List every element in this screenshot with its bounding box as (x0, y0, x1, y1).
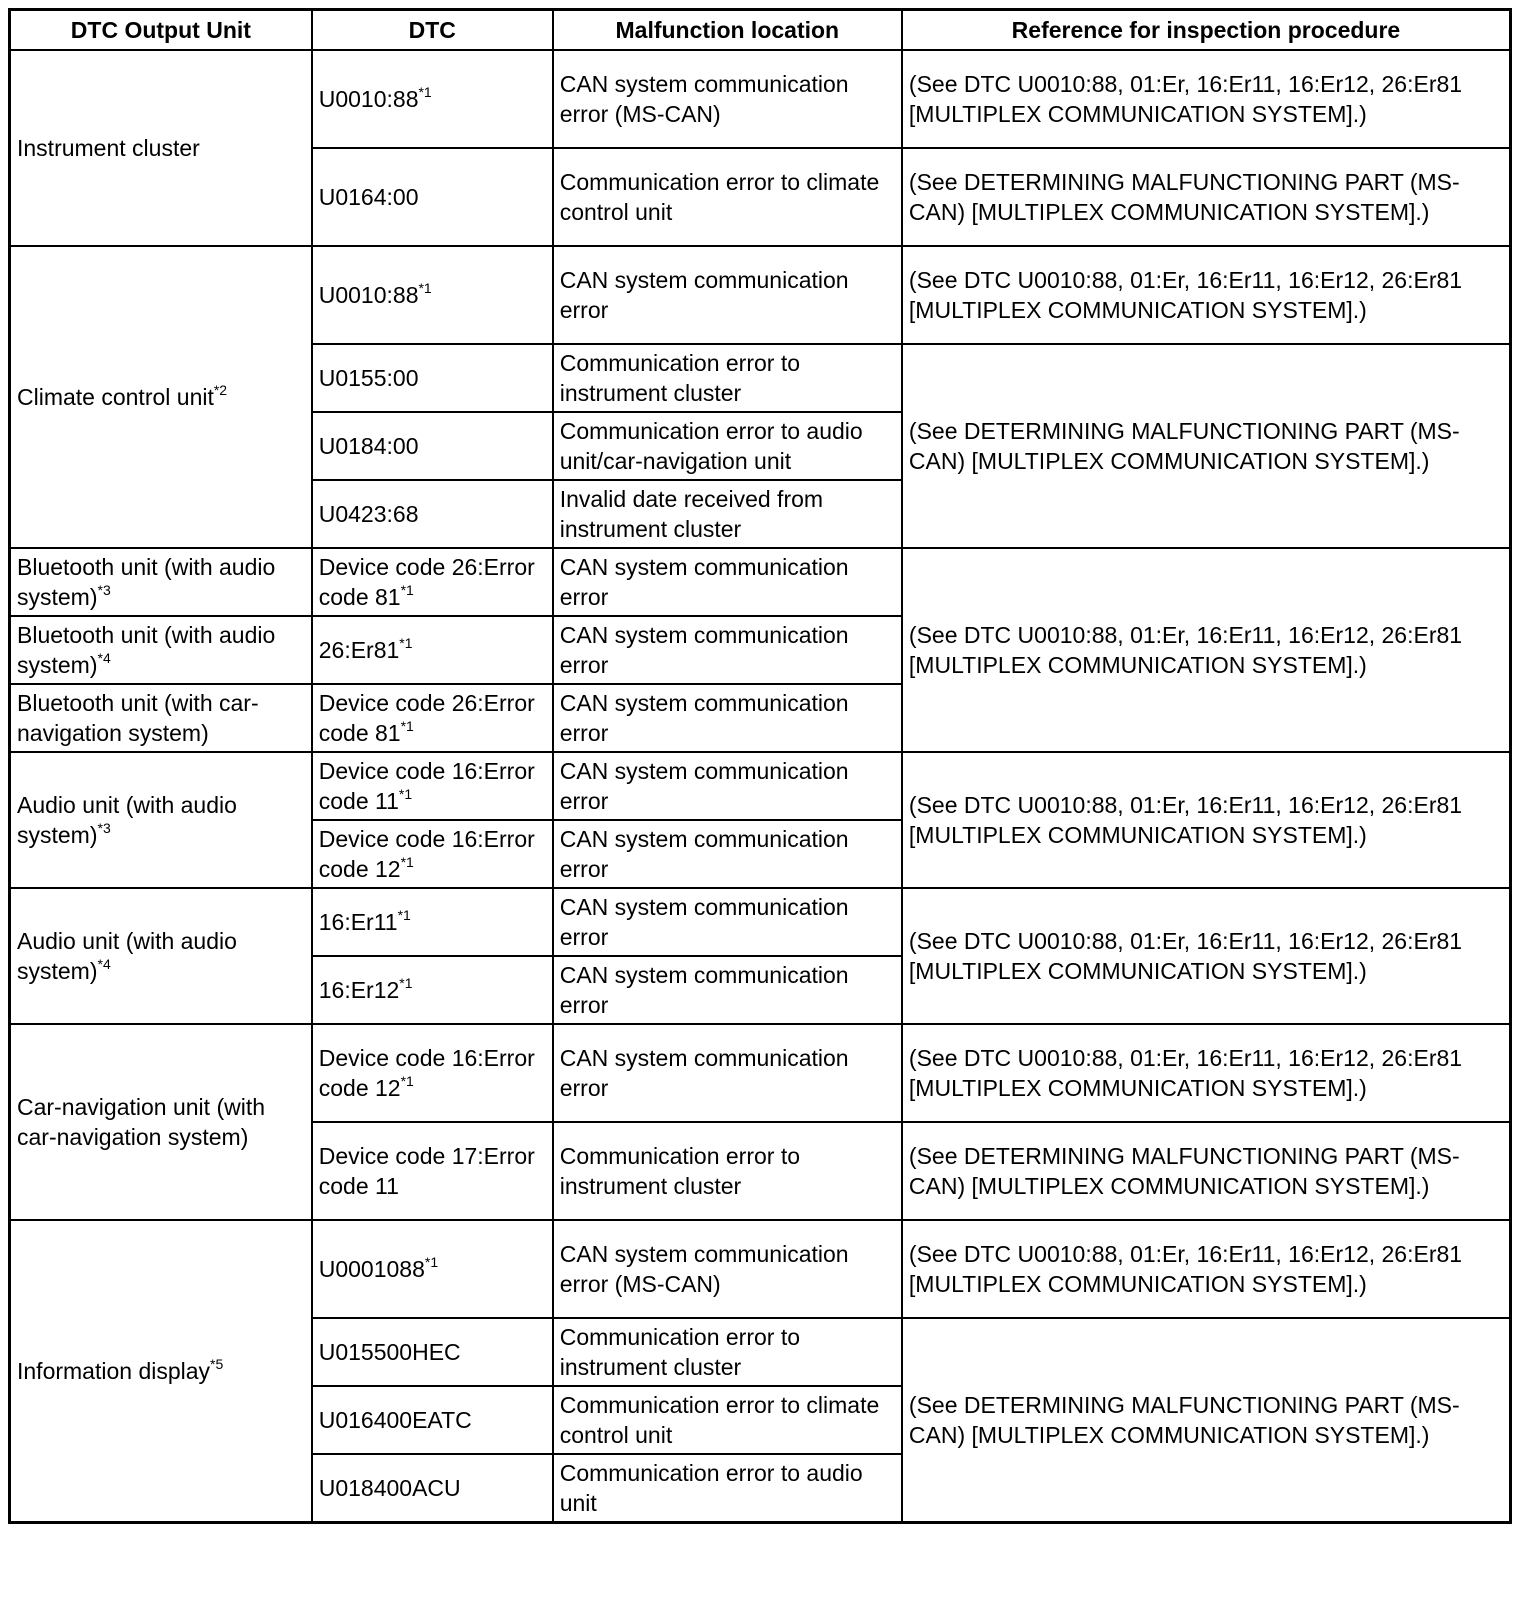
location-cell: CAN system communication error (553, 548, 902, 616)
location-cell: CAN system communication error (553, 1024, 902, 1122)
reference-cell: (See DETERMINING MALFUNCTIONING PART (MS-CAN) [MULTIPLEX COMMUNICATION SYSTEM].) (902, 1122, 1511, 1220)
footnote-mark: *4 (97, 956, 111, 972)
unit-cell (10, 684, 312, 752)
dtc-code: U015500HEC (318, 1339, 461, 1365)
location-cell: Communication error to instrument cluster (553, 1122, 902, 1220)
dtc-code: 26:Er81 (318, 637, 400, 663)
dtc-cell (312, 820, 553, 888)
unit-label: Audio unit (with audio system) (17, 792, 237, 848)
location-cell: Communication error to instrument cluster (553, 344, 902, 412)
dtc-cell (312, 956, 553, 1024)
dtc-code: Device code 26:Error code 81 (318, 554, 535, 610)
footnote-mark: *1 (398, 786, 413, 802)
unit-cell (10, 752, 312, 888)
footnote-mark: *5 (210, 1356, 224, 1372)
unit-label: Information display (17, 1358, 211, 1384)
dtc-table-container (8, 8, 1512, 1524)
dtc-code: U0001088 (318, 1256, 425, 1282)
table-row (10, 50, 1511, 148)
dtc-code: U0010:88 (318, 86, 419, 112)
dtc-code: U0010:88 (318, 282, 419, 308)
footnote-mark: *1 (400, 582, 414, 598)
dtc-code: U016400EATC (318, 1407, 472, 1433)
dtc-code: Device code 17:Error code 11 (318, 1143, 535, 1199)
dtc-code: 16:Er12 (318, 977, 400, 1003)
unit-label: Bluetooth unit (with car-navigation system) (17, 690, 259, 746)
dtc-cell (312, 148, 553, 246)
header-dtc-output-unit: DTC Output Unit (10, 10, 312, 51)
table-header-row (10, 10, 1511, 51)
dtc-code: 16:Er11 (318, 909, 398, 935)
dtc-code: U0164:00 (318, 184, 419, 210)
unit-label: Instrument cluster (17, 135, 200, 161)
location-cell: Invalid date received from instrument cluster (553, 480, 902, 548)
table-row (10, 1220, 1511, 1318)
unit-cell (10, 50, 312, 246)
location-cell: Communication error to climate control unit (553, 1386, 902, 1454)
dtc-cell (312, 1318, 553, 1386)
location-cell: Communication error to audio unit/car-navigation unit (553, 412, 902, 480)
location-cell: Communication error to instrument cluster (553, 1318, 902, 1386)
footnote-mark: *1 (397, 907, 411, 923)
location-cell: CAN system communication error (553, 616, 902, 684)
dtc-code: Device code 16:Error code 11 (318, 758, 535, 814)
dtc-code: Device code 16:Error code 12 (318, 1045, 535, 1101)
footnote-mark: *3 (97, 582, 111, 598)
dtc-cell (312, 1454, 553, 1523)
table-row (10, 246, 1511, 344)
reference-cell: (See DETERMINING MALFUNCTIONING PART (MS-CAN) [MULTIPLEX COMMUNICATION SYSTEM].) (902, 1318, 1511, 1523)
location-cell: CAN system communication error (MS-CAN) (553, 50, 902, 148)
location-cell: CAN system communication error (553, 820, 902, 888)
footnote-mark: *3 (97, 820, 111, 836)
footnote-mark: *4 (97, 650, 111, 666)
header-reference: Reference for inspection procedure (902, 10, 1511, 51)
reference-cell: (See DTC U0010:88, 01:Er, 16:Er11, 16:Er12, 26:Er81 [MULTIPLEX COMMUNICATION SYSTEM].) (902, 1220, 1511, 1318)
unit-cell (10, 246, 312, 548)
unit-label: Bluetooth unit (with audio system) (17, 622, 276, 678)
dtc-cell (312, 752, 553, 820)
table-row (10, 548, 1511, 616)
unit-cell (10, 616, 312, 684)
footnote-mark: *1 (399, 975, 413, 991)
unit-label: Car-navigation unit (with car-navigation system) (17, 1094, 266, 1150)
dtc-code: U0184:00 (318, 433, 419, 459)
dtc-cell (312, 684, 553, 752)
footnote-mark: *1 (418, 280, 432, 296)
unit-cell (10, 888, 312, 1024)
dtc-code: U018400ACU (318, 1475, 461, 1501)
dtc-code: U0155:00 (318, 365, 419, 391)
dtc-cell (312, 1386, 553, 1454)
reference-cell: (See DTC U0010:88, 01:Er, 16:Er11, 16:Er12, 26:Er81 [MULTIPLEX COMMUNICATION SYSTEM].) (902, 50, 1511, 148)
dtc-cell (312, 548, 553, 616)
dtc-code: Device code 16:Error code 12 (318, 826, 535, 882)
dtc-cell (312, 1024, 553, 1122)
footnote-mark: *1 (399, 635, 413, 651)
footnote-mark: *1 (400, 1073, 414, 1089)
header-malfunction-location: Malfunction location (553, 10, 902, 51)
unit-label: Audio unit (with audio system) (17, 928, 237, 984)
reference-cell: (See DTC U0010:88, 01:Er, 16:Er11, 16:Er12, 26:Er81 [MULTIPLEX COMMUNICATION SYSTEM].) (902, 1024, 1511, 1122)
reference-cell: (See DTC U0010:88, 01:Er, 16:Er11, 16:Er12, 26:Er81 [MULTIPLEX COMMUNICATION SYSTEM].) (902, 752, 1511, 888)
dtc-code: Device code 26:Error code 81 (318, 690, 535, 746)
dtc-cell (312, 412, 553, 480)
table-row (10, 1024, 1511, 1122)
location-cell: CAN system communication error (MS-CAN) (553, 1220, 902, 1318)
table-row (10, 888, 1511, 956)
unit-cell (10, 1220, 312, 1523)
dtc-cell (312, 246, 553, 344)
dtc-cell (312, 1122, 553, 1220)
header-dtc: DTC (312, 10, 553, 51)
footnote-mark: *1 (400, 718, 414, 734)
dtc-cell (312, 344, 553, 412)
dtc-cell (312, 616, 553, 684)
unit-cell (10, 1024, 312, 1220)
footnote-mark: *1 (418, 84, 432, 100)
unit-label: Climate control unit (17, 384, 214, 410)
reference-cell: (See DTC U0010:88, 01:Er, 16:Er11, 16:Er12, 26:Er81 [MULTIPLEX COMMUNICATION SYSTEM].) (902, 548, 1511, 752)
location-cell: Communication error to climate control unit (553, 148, 902, 246)
dtc-cell (312, 888, 553, 956)
unit-cell (10, 548, 312, 616)
dtc-cell (312, 1220, 553, 1318)
reference-cell: (See DTC U0010:88, 01:Er, 16:Er11, 16:Er12, 26:Er81 [MULTIPLEX COMMUNICATION SYSTEM].) (902, 888, 1511, 1024)
reference-cell: (See DETERMINING MALFUNCTIONING PART (MS-CAN) [MULTIPLEX COMMUNICATION SYSTEM].) (902, 344, 1511, 548)
reference-cell: (See DETERMINING MALFUNCTIONING PART (MS-CAN) [MULTIPLEX COMMUNICATION SYSTEM].) (902, 148, 1511, 246)
dtc-code: U0423:68 (318, 501, 419, 527)
footnote-mark: *1 (424, 1254, 439, 1270)
dtc-table (8, 8, 1512, 1524)
location-cell: CAN system communication error (553, 888, 902, 956)
dtc-cell (312, 50, 553, 148)
unit-label: Bluetooth unit (with audio system) (17, 554, 276, 610)
location-cell: Communication error to audio unit (553, 1454, 902, 1523)
reference-cell: (See DTC U0010:88, 01:Er, 16:Er11, 16:Er12, 26:Er81 [MULTIPLEX COMMUNICATION SYSTEM].) (902, 246, 1511, 344)
footnote-mark: *1 (400, 854, 414, 870)
dtc-cell (312, 480, 553, 548)
location-cell: CAN system communication error (553, 246, 902, 344)
location-cell: CAN system communication error (553, 956, 902, 1024)
location-cell: CAN system communication error (553, 752, 902, 820)
footnote-mark: *2 (213, 382, 228, 398)
location-cell: CAN system communication error (553, 684, 902, 752)
table-row (10, 752, 1511, 820)
